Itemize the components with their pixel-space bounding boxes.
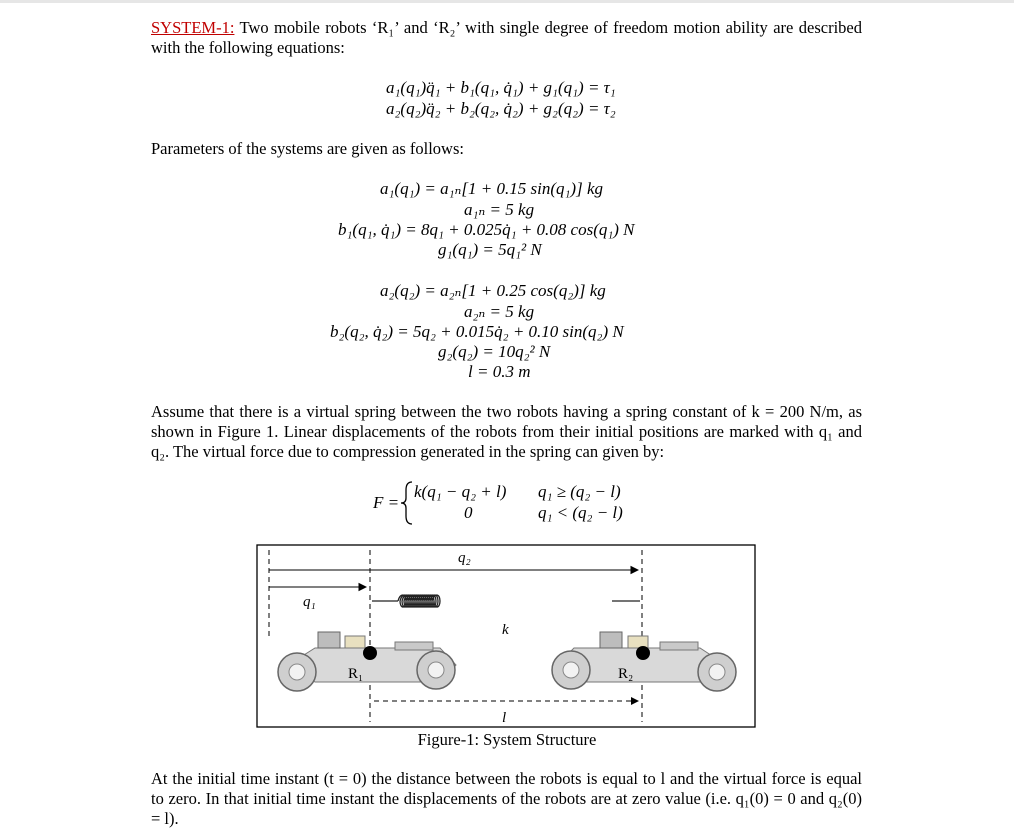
param-a1: a₁(q₁) = a₁ₙ[1 + 0.15 sin(q₁)] kg [380,179,603,198]
label-r2: R₂ [618,666,634,682]
force-case2-condition: q₁ < (q₂ − l) [538,503,623,522]
equation-robot-1: a₁(q₁)q̈₁ + b₁(q₁, q̇₁) + g₁(q₁) = τ₁ [386,78,616,97]
label-l: l [502,710,507,726]
r1-spring-joint [363,646,377,660]
label-q1: q₁ [303,594,316,610]
force-case1-expression: k(q₁ − q₂ + l) [414,482,507,501]
param-a2: a₂(q₂) = a₂ₙ[1 + 0.25 cos(q₂)] kg [380,281,606,300]
param-a2n: a₂ₙ = 5 kg [464,302,535,321]
label-q2: q₂ [458,550,471,566]
force-case1-condition: q₁ ≥ (q₂ − l) [538,482,621,501]
equation-robot-2: a₂(q₂)q̈₂ + b₂(q₂, q̇₂) + g₂(q₂) = τ₂ [386,99,616,118]
param-l: l = 0.3 m [468,362,531,381]
spring-paragraph: Assume that there is a virtual spring between the two robots having a spring constant of k = 200 N/m, as shown in Figure 1. Linear displacements of the robots from their initial positions are marked with q₁ and q₂. The virtual force due to compression generated in the spring can given by: [151,402,862,461]
system-title: SYSTEM-1: [151,18,235,37]
param-b1: b₁(q₁, q̇₁) = 8q₁ + 0.025q̇₁ + 0.08 cos(q₁) N [338,220,635,239]
param-g1: g₁(q₁) = 5q₁² N [438,240,542,259]
r2-spring-joint [636,646,650,660]
label-k: k [502,622,509,638]
closing-paragraph: At the initial time instant (t = 0) the distance between the robots is equal to l and the virtual force is equal to zero. In that initial time instant the displacements of the robots are at zero value (i.e. q₁(0) = 0 and q₂(0) = l). [151,769,862,828]
intro-text: Two mobile robots ‘R₁’ and ‘R₂’ with single degree of freedom motion ability are described with the following equations: [151,18,862,57]
param-g2: g₂(q₂) = 10q₂² N [438,342,551,361]
param-a1n: a₁ₙ = 5 kg [464,200,535,219]
param-b2: b₂(q₂, q̇₂) = 5q₂ + 0.015q̇₂ + 0.10 sin(q₂) N [330,322,624,341]
figure-caption: Figure-1: System Structure [417,730,597,749]
force-case2-expression: 0 [464,503,473,522]
force-lhs: F = [373,493,400,512]
params-intro: Parameters of the systems are given as follows: [151,139,464,158]
label-r1: R₁ [348,666,364,682]
